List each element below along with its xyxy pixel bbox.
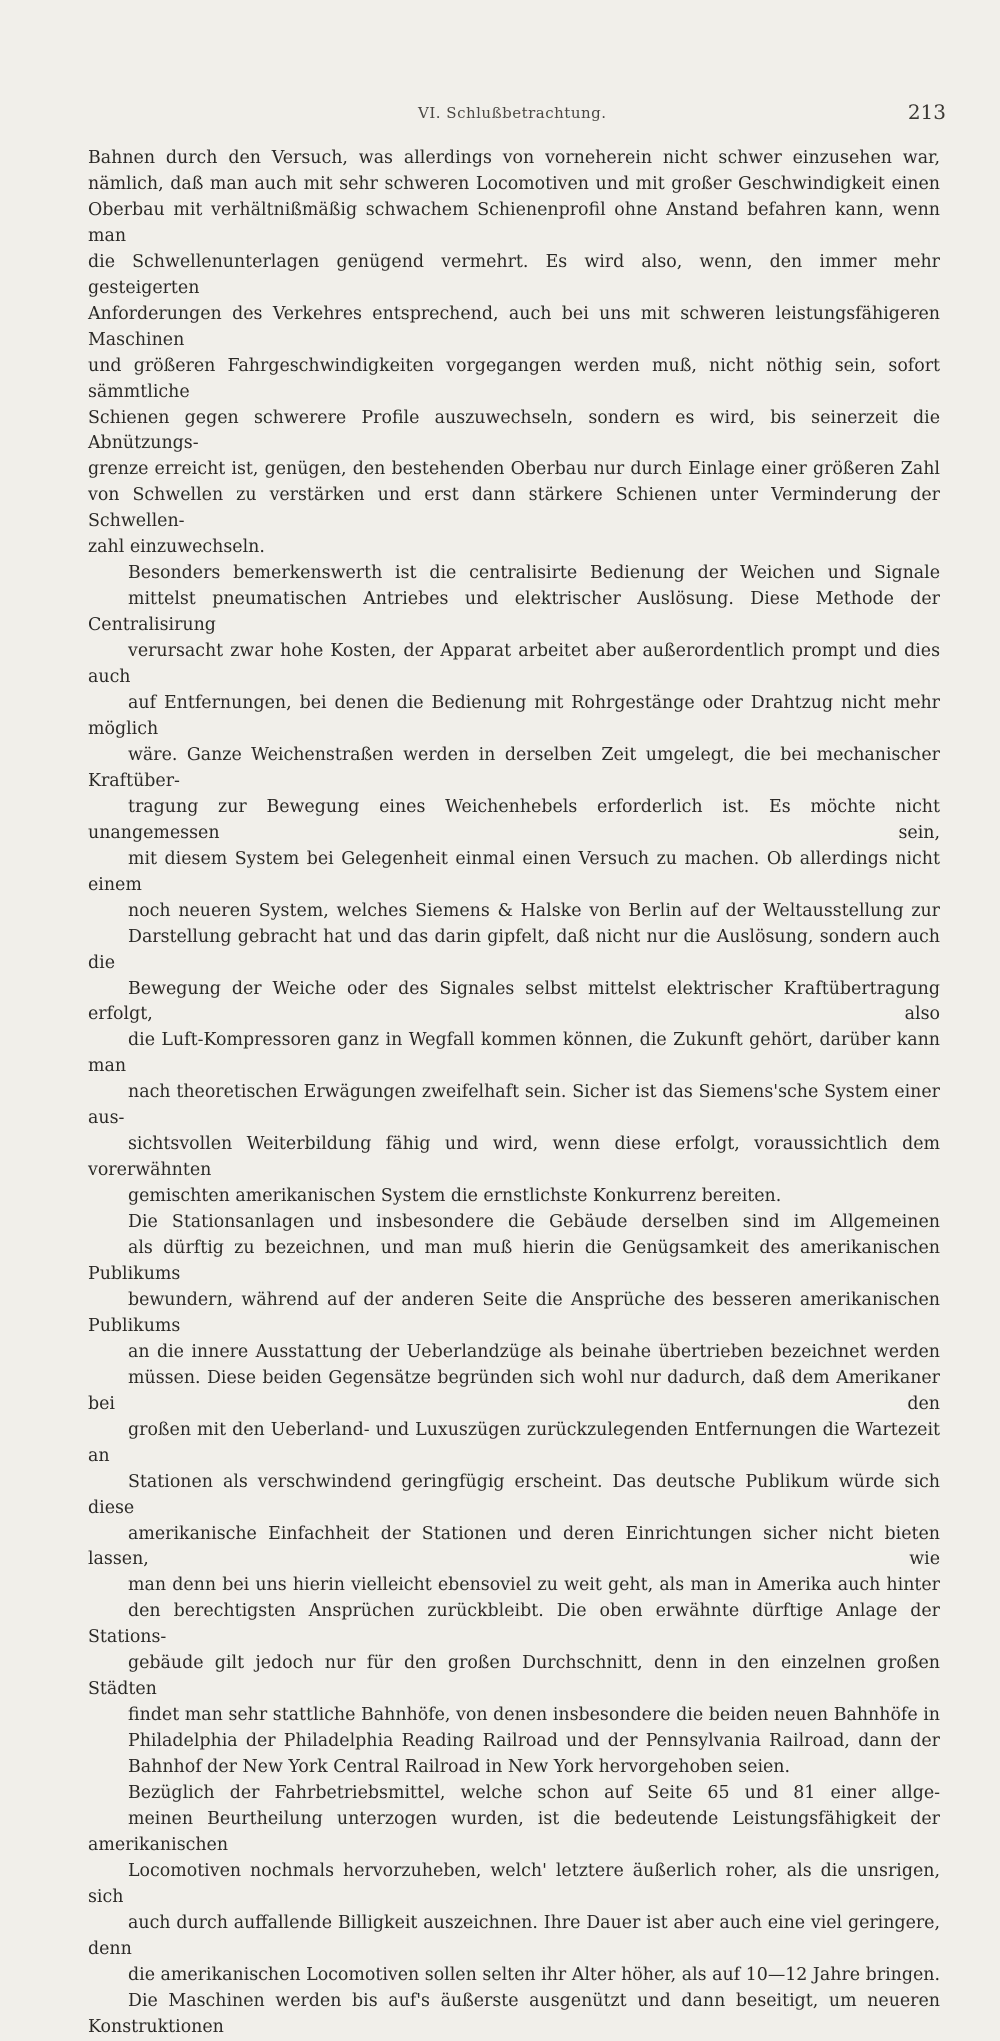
paragraph [88, 1210, 940, 1781]
text-line: nach theoretischen Erwägungen zweifelhaft sein. Sicher ist das Siemens'sche System einer aus- [88, 1082, 940, 1129]
text-line: Bewegung der Weiche oder des Signales selbst mittelst elektrischer Kraftübertragung erfolgt, also [88, 978, 940, 1025]
text-line: gebäude gilt jedoch nur für den großen Durchschnitt, denn in den einzelnen großen Städten [88, 1653, 940, 1700]
text-line: gemischten amerikanischen System die ernstlichste Konkurrenz bereiten. [128, 1186, 782, 1207]
text-line: amerikanische Einfachheit der Stationen und deren Einrichtungen sicher nicht bieten lassen, wie [88, 1523, 940, 1570]
text-line: tragung zur Bewegung eines Weichenhebels erforderlich ist. Es möchte nicht unangemessen sein, [88, 796, 940, 843]
text-line: Anforderungen des Verkehres entsprechend, auch bei uns mit schweren leistungsfähigeren Maschinen [88, 303, 940, 350]
text-line: Stationen als verschwindend geringfügig erscheint. Das deutsche Publikum würde sich diese [88, 1471, 940, 1518]
text-line: nämlich, daß man auch mit sehr schweren Locomotiven und mit großer Geschwindigkeit einen [88, 173, 940, 194]
text-line: wäre. Ganze Weichenstraßen werden in derselben Zeit umgelegt, die bei mechanischer Kraftüber- [88, 744, 940, 791]
text-line: mittelst pneumatischen Antriebes und elektrischer Auslösung. Diese Methode der Centralisirung [88, 589, 940, 636]
text-line: zahl einzuwechseln. [88, 537, 265, 558]
text-line: die Schwellenunterlagen genügend vermehrt. Es wird also, wenn, den immer mehr gesteigerten [88, 251, 940, 298]
page-number: 213 [907, 100, 946, 124]
text-line: Die Stationsanlagen und insbesondere die Gebäude derselben sind im Allgemeinen [128, 1212, 940, 1233]
text-line: noch neueren System, welches Siemens & Halske von Berlin auf der Weltausstellung zur [128, 900, 940, 921]
text-line: die Luft-Kompressoren ganz in Wegfall kommen können, die Zukunft gehört, darüber kann man [88, 1030, 940, 1077]
text-line: Schienen gegen schwerere Profile auszuwechseln, sondern es wird, bis seinerzeit die Abnützungs- [88, 407, 940, 454]
text-line: meinen Beurtheilung unterzogen wurden, ist die bedeutende Leistungsfähigkeit der amerikanischen [88, 1809, 940, 1855]
text-line: auch durch auffallende Billigkeit auszeichnen. Ihre Dauer ist aber auch eine viel geringere, denn [88, 1912, 940, 1959]
text-line: grenze erreicht ist, genügen, den bestehenden Oberbau nur durch Einlage einer größeren Zahl [88, 459, 940, 480]
text-line: an die innere Ausstattung der Ueberlandzüge als beinahe übertrieben bezeichnet werden [128, 1341, 940, 1362]
text-line: Bahnen durch den Versuch, was allerdings von vorneherein nicht schwer einzusehen war, [88, 148, 940, 168]
text-line: Besonders bemerkenswerth ist die centralisirte Bedienung der Weichen und Signale [128, 563, 940, 584]
text-line: müssen. Diese beiden Gegensätze begründen sich wohl nur dadurch, daß dem Amerikaner bei den [88, 1367, 940, 1414]
text-line: Bezüglich der Fahrbetriebsmittel, welche schon auf Seite 65 und 81 einer allge- [128, 1783, 940, 1804]
text-line: findet man sehr stattliche Bahnhöfe, von denen insbesondere die beiden neuen Bahnhöfe in [128, 1705, 940, 1726]
text-line: Darstellung gebracht hat und das darin gipfelt, daß nicht nur die Auslösung, sondern auch die [88, 926, 940, 973]
text-line: die amerikanischen Locomotiven sollen selten ihr Alter höher, als auf 10—12 Jahre bringen. [128, 1964, 940, 1985]
text-line: großen mit den Ueberland- und Luxuszügen zurückzulegenden Entfernungen die Wartezeit an [88, 1419, 940, 1466]
text-line: mit diesem System bei Gelegenheit einmal einen Versuch zu machen. Ob allerdings nicht einem [88, 848, 940, 895]
text-line: Bahnhof der New York Central Railroad in New York hervorgehoben seien. [128, 1757, 791, 1778]
text-line: Philadelphia der Philadelphia Reading Railroad und der Pennsylvania Railroad, dann der [128, 1731, 940, 1752]
text-line: und größeren Fahrgeschwindigkeiten vorgegangen werden muß, nicht nöthig sein, sofort sämmtliche [88, 355, 940, 402]
page-header [88, 100, 946, 130]
text-line: verursacht zwar hohe Kosten, der Apparat arbeitet aber außerordentlich prompt und dies auch [88, 641, 940, 688]
text-line: Locomotiven nochmals hervorzuheben, welch' letztere äußerlich roher, als die unsrigen, sich [88, 1860, 940, 1907]
body-text [88, 146, 940, 2041]
text-line: auf Entfernungen, bei denen die Bedienung mit Rohrgestänge oder Drahtzug nicht mehr möglich [88, 693, 940, 739]
text-line: bewundern, während auf der anderen Seite die Ansprüche des besseren amerikanischen Publikums [88, 1289, 940, 1336]
text-line: von Schwellen zu verstärken und erst dann stärkere Schienen unter Verminderung der Schwellen- [88, 485, 940, 532]
text-line: Die Maschinen werden bis auf's äußerste ausgenützt und dann beseitigt, um neueren Konstruktionen [88, 1990, 940, 2037]
paragraph [88, 561, 940, 1210]
text-line: man denn bei uns hierin vielleicht ebensoviel zu weit geht, als man in Amerika auch hinter [128, 1575, 940, 1596]
text-line: den berechtigsten Ansprüchen zurückbleibt. Die oben erwähnte dürftige Anlage der Stations- [88, 1601, 940, 1648]
running-head: VI. Schlußbetrachtung. [418, 104, 607, 122]
text-line: Oberbau mit verhältnißmäßig schwachem Schienenprofil ohne Anstand befahren kann, wenn man [88, 199, 940, 246]
paragraph [88, 146, 940, 561]
paragraph [88, 1781, 940, 2041]
text-line: sichtsvollen Weiterbildung fähig und wird, wenn diese erfolgt, voraussichtlich dem vorerwähnten [88, 1134, 940, 1181]
text-line: als dürftig zu bezeichnen, und man muß hierin die Genügsamkeit des amerikanischen Publikums [88, 1238, 940, 1284]
